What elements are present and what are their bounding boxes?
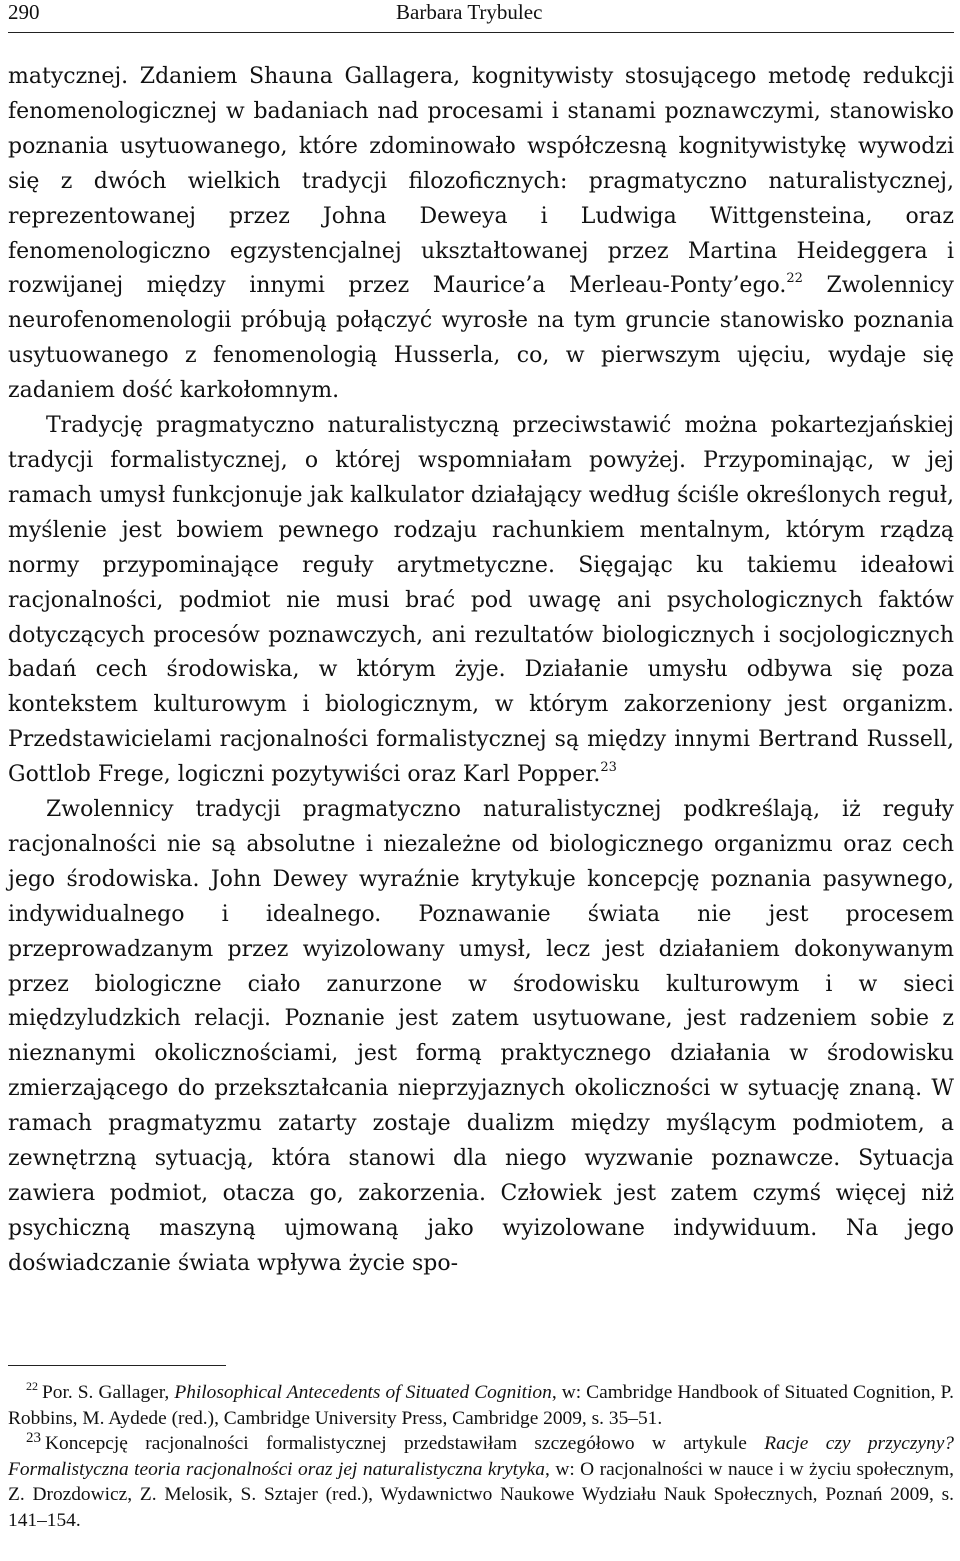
footnote-22 (8, 1380, 954, 1431)
footnote-ref-23: 23 (600, 760, 617, 776)
header-rule (8, 32, 954, 33)
footnote-23-title: Racje czy przyczyny? Formalistyczna teoria racjonalności oraz jej naturalistyczna krytyka (8, 1433, 955, 1480)
paragraph-1-text-a: matycznej. Zdaniem Shauna Gallagera, kognitywisty stosującego metodę redukcji fenomenologicznej w badaniach nad procesami i stanami poznawczymi, stanowisko poznania usytuowanego, które zdominowało współczesną kognitywistykę wywodzi się z dwóch wielkich tradycji filozoficznych: pragmatyczno naturalistycznej, reprezentowanej przez Johna Deweya i Ludwiga Wittgensteina, oraz fenomenologiczno egzystencjalnej ukształtowanej przez Martina Heideggera i rozwijanej między innymi przez Maurice’a Merleau-Ponty’ego. (8, 64, 954, 299)
footnote-22-text-b: , w: Cambridge Handbook of Situated Cognition, P. Robbins, M. Aydede (red.), Cambridge University Press, Cambridge 2009, s. 35–51. (8, 1382, 955, 1429)
footnote-22-mark: 22 (26, 1379, 38, 1393)
paragraph-2-text: Tradycję pragmatyczno naturalistyczną przeciwstawić można pokartezjańskiej tradycji formalistycznej, o której wspomniałam powyżej. Przypominając, w jej ramach umysł funkcjonuje jak kalkulator działający według ściśle określonych reguł, myślenie jest bowiem pewnego rodzaju rachunkiem mentalnym, którym rządzą normy przypominające reguły arytmetyczne. Sięgając ku takiemu ideałowi racjonalności, podmiot nie musi brać pod uwagę ani psychologicznych faktów dotyczących procesów poznawczych, ani rezultatów biologicznych i socjologicznych badań cech środowiska, w którym żyje. Działanie umysłu odbywa się poza kontekstem kulturowym i biologicznym, w którym zakorzeniony jest organizm. Przedstawicielami racjonalności formalistycznej są między innymi Bertrand Russell, Gottlob Frege, logiczni pozytywiści oraz Karl Popper. (8, 413, 954, 788)
running-head: Barbara Trybulec (396, 0, 543, 24)
footnote-rule (8, 1365, 226, 1366)
footnote-22-text-a: Por. S. Gallager, (42, 1382, 175, 1403)
paragraph-1-text-b: Zwolennicy neurofenomenologii próbują połączyć wyrosłe na tym gruncie stanowisko poznania usytuowanego z fenomenologią Husserla, co, w pierwszym ujęciu, wydaje się zadaniem dość karkołomnym. (8, 273, 954, 404)
footnotes (8, 1380, 954, 1533)
main-text (8, 60, 954, 1282)
footnote-22-title: Philosophical Antecedents of Situated Cognition (174, 1382, 552, 1403)
paragraph-3: Zwolennicy tradycji pragmatyczno naturalistycznej podkreślają, iż reguły racjonalności nie są absolutne i niezależne od biologicznego organizmu oraz cech jego środowiska. John Dewey wyraźnie krytykuje koncepcję poznania pasywnego, indywidualnego i idealnego. Poznawanie świata nie jest procesem przeprowadzanym przez wyizolowany umysł, lecz jest działaniem dokonywanym przez biologiczne ciało zanurzone w środowisku kulturowym i w sieci międzyludzkich relacji. Poznanie jest zatem usytuowane, jest radzeniem sobie z nieznanymi okolicznościami, jest formą praktycznego działania w środowisku zmierzającego do przekształcania nieprzyjaznych okoliczności w sytuację znaną. W ramach pragmatyzmu zatarty zostaje dualizm między myślącym podmiotem, a zewnętrzną sytuacją, która stanowi dla niego wyzwanie poznawcze. Sytuacja zawiera podmiot, otacza go, zakorzenia. Człowiek jest zatem czymś więcej niż psychiczną maszyną ujmowaną jako wyizolowane indywiduum. Na jego doświadczanie świata wpływa życie spo- (8, 797, 954, 1276)
paragraph-1 (8, 60, 954, 409)
footnote-23-text-a: Koncepcję racjonalności formalistycznej przedstawiłam szczegółowo w artykule (45, 1433, 765, 1454)
footnote-23-text-b: , w: O racjonalności w nauce i w życiu społecznym, Z. Drozdowicz, Z. Melosik, S. Sztajer (red.), Wydawnictwo Naukowe Wydziału Nauk Społecznych, Poznań 2009, s. 141–154. (8, 1458, 954, 1531)
page-number: 290 (8, 0, 40, 24)
footnote-ref-22: 22 (786, 271, 803, 287)
footnote-23 (8, 1431, 954, 1533)
paragraph-2 (8, 409, 954, 793)
book-page (8, 0, 955, 1531)
page-header (8, 0, 954, 26)
footnote-23-mark: 23 (26, 1430, 41, 1446)
